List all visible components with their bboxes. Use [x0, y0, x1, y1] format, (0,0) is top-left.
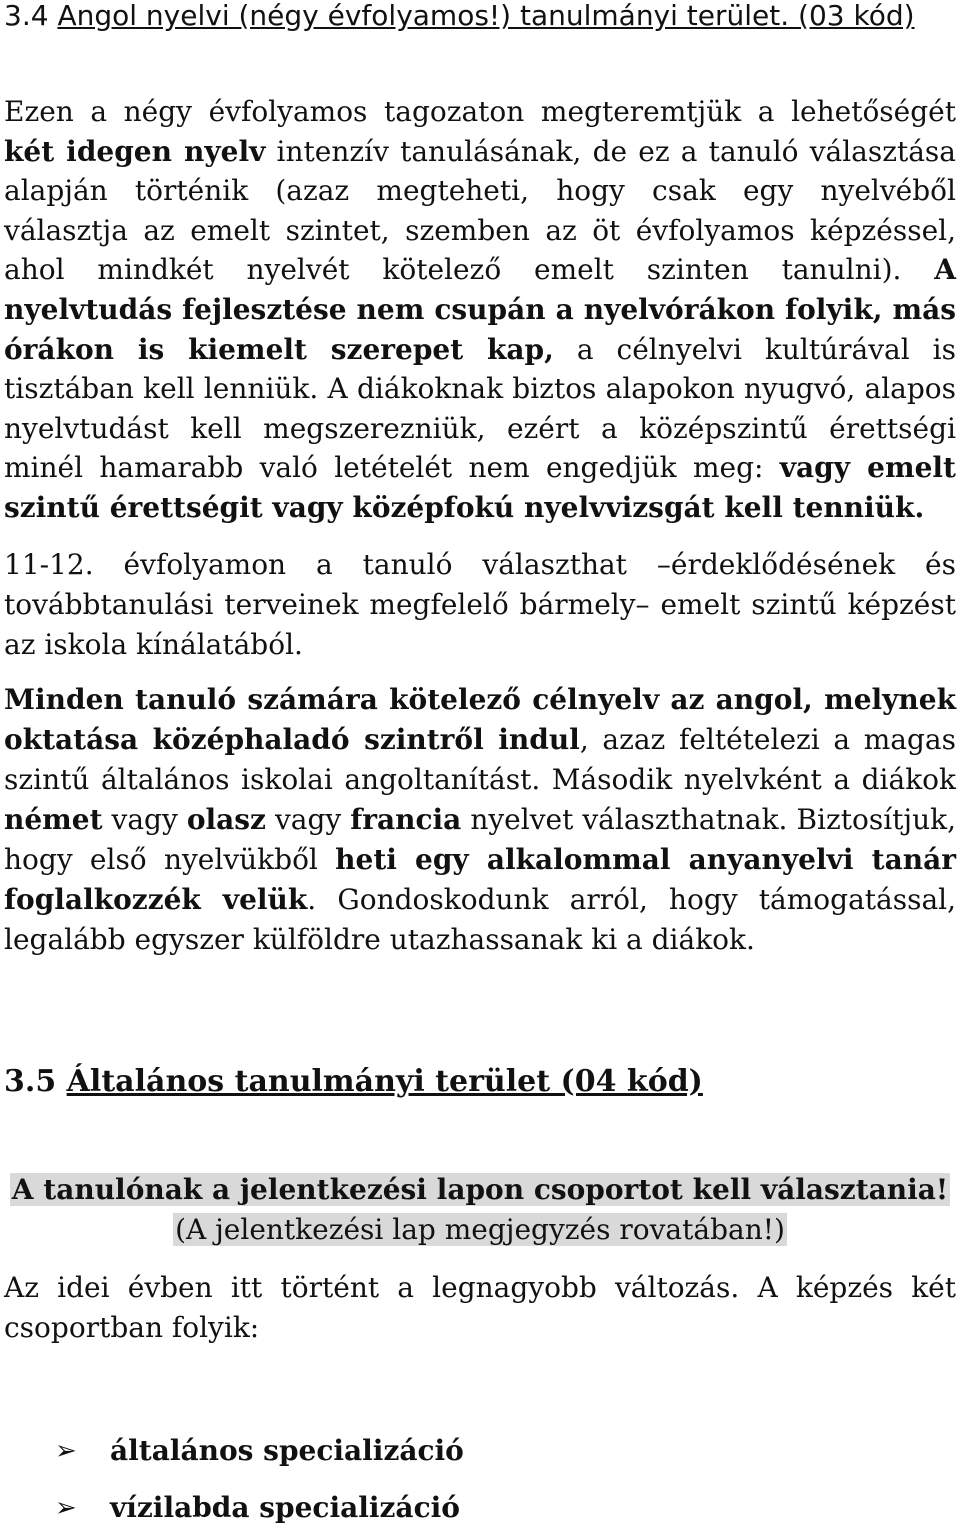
- section-3-4-heading: [4, 0, 954, 36]
- section-number: 3.4: [4, 0, 58, 32]
- text-run: , azaz feltételezi a magas szintű általános iskolai angoltanítást. Második nyelvként a diákok: [4, 723, 956, 796]
- highlighted-notice: [0, 1170, 960, 1250]
- text-run: intenzív tanulásának, de ez a tanuló választása alapján történik (azaz megteheti, hogy csak egy nyelvéből választja az emelt szintet, szemben az öt évfolyamos képzéssel, ahol mindkét nyelvét kötelező emelt szinten tanulni).: [4, 134, 956, 287]
- section-title: Angol nyelvi (négy évfolyamos!) tanulmányi terület. (03 kód): [57, 0, 915, 32]
- bold-run: német: [4, 803, 103, 836]
- text-run: . Gondoskodunk arról, hogy támogatással, legalább egyszer külföldre utazhassanak ki a diákok.: [4, 883, 956, 956]
- bold-run: Minden tanuló számára kötelező célnyelv az angol, melynek oktatása középhaladó szintről indul: [4, 683, 956, 756]
- section-number: 3.5: [4, 1064, 67, 1099]
- specialization-list: [55, 1422, 464, 1536]
- bold-run: francia: [350, 803, 462, 836]
- text-run: a célnyelvi kultúrával is tisztában kell lenniük. A diákoknak biztos alapokon nyugvó, alapos nyelvtudást kell megszerezniük, ezért a középszintű érettségi minél hamarabb való letételét nem engedjük meg:: [4, 332, 957, 485]
- paragraph-languages: [4, 680, 956, 960]
- section-3-5-heading: [4, 1058, 954, 1106]
- text-run: vagy: [102, 803, 187, 836]
- bold-run: heti egy alkalommal anyanyelvi tanár foglalkozzék velük: [4, 843, 956, 916]
- paragraph-change: Az idei évben itt történt a legnagyobb változás. A képzés két csoportban folyik:: [4, 1271, 956, 1344]
- text-run: nyelvet választhatnak. Biztosítjuk, hogy első nyelvükből: [4, 803, 957, 876]
- list-item-label: általános specializáció: [110, 1433, 464, 1467]
- list-item-label: vízilabda specializáció: [110, 1490, 460, 1524]
- arrow-bullet-icon: ➢: [55, 1435, 77, 1466]
- list-item: [55, 1479, 464, 1536]
- text-run: vagy: [265, 803, 351, 836]
- section-title: Általános tanulmányi terület (04 kód): [66, 1064, 703, 1099]
- arrow-bullet-icon: ➢: [55, 1492, 77, 1523]
- bold-run: vagy emelt szintű érettségit vagy középfokú nyelvvizsgát kell tenniük.: [4, 451, 956, 524]
- bold-run: két idegen nyelv: [4, 134, 266, 168]
- paragraph-grades: 11-12. évfolyamon a tanuló választhat –érdeklődésének és továbbtanulási terveinek megfelelő bármely– emelt szintű képzést az iskola kínálatából.: [4, 548, 956, 661]
- notice-line-1: A tanulónak a jelentkezési lapon csoportot kell választania!: [11, 1173, 949, 1206]
- paragraph-intro: [4, 92, 956, 528]
- list-item: [55, 1422, 464, 1479]
- bold-run: olasz: [186, 803, 266, 836]
- notice-line-2: (A jelentkezési lap megjegyzés rovatában!): [175, 1213, 785, 1246]
- bold-run: A nyelvtudás fejlesztése nem csupán a nyelvórákon folyik, más órákon is kiemelt szerepet kap,: [4, 253, 956, 366]
- text-run: Ezen a négy évfolyamos tagozaton megteremtjük a lehetőségét: [4, 95, 956, 128]
